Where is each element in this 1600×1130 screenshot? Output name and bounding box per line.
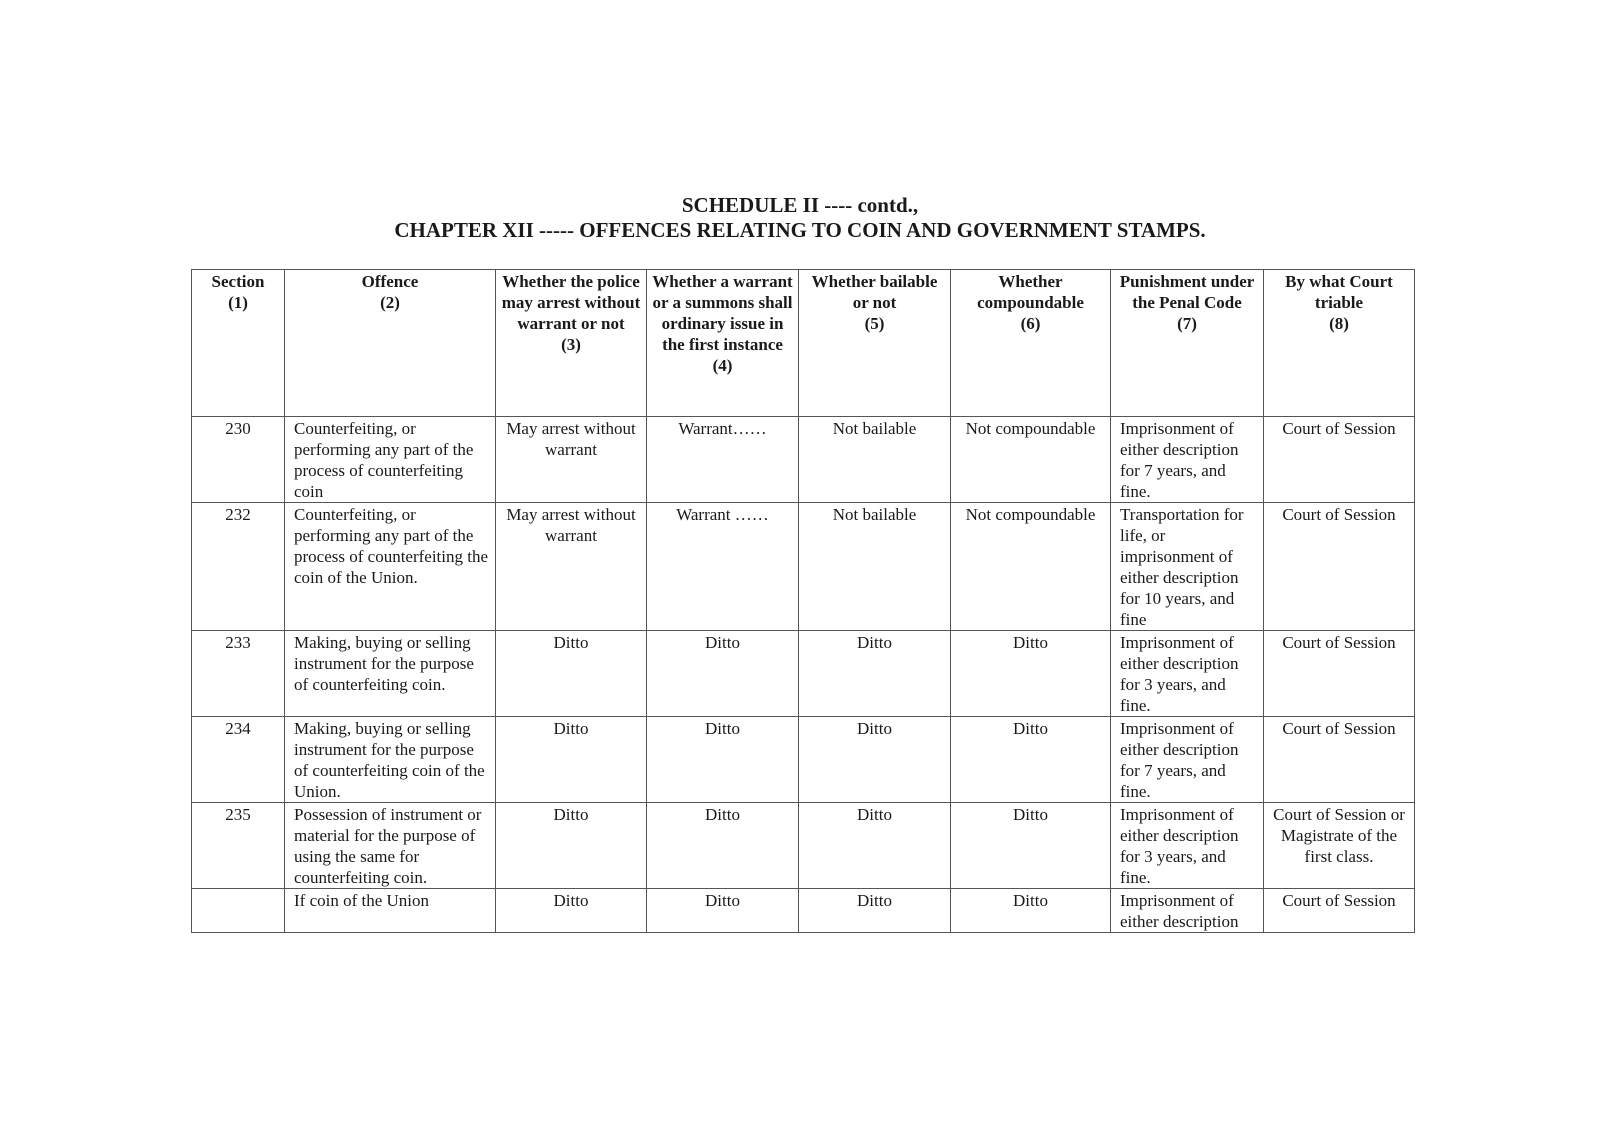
header-row — [192, 270, 1415, 417]
column-header-number: (3) — [561, 335, 581, 354]
table-row — [192, 803, 1415, 889]
column-header-number: (2) — [380, 293, 400, 312]
column-header-number: (8) — [1329, 314, 1349, 333]
compoundable-cell: Not compoundable — [951, 503, 1111, 631]
table-row — [192, 417, 1415, 503]
column-header-label: Whether bailable or not — [811, 272, 938, 312]
column-header-section — [192, 270, 285, 417]
column-header-number: (5) — [864, 314, 885, 333]
section-cell: 233 — [192, 631, 285, 717]
bailable-cell: Ditto — [799, 803, 951, 889]
warrant-cell: Ditto — [647, 717, 799, 803]
column-header-number: (7) — [1177, 314, 1197, 333]
punishment-cell: Imprisonment of either description for 3 years, and fine. — [1111, 631, 1264, 717]
column-header-warrant — [647, 270, 799, 417]
table-row — [192, 503, 1415, 631]
arrest-cell: Ditto — [496, 803, 647, 889]
warrant-cell: Ditto — [647, 631, 799, 717]
arrest-cell: May arrest without warrant — [496, 417, 647, 503]
column-header-label: Section — [211, 272, 265, 291]
bailable-cell: Ditto — [799, 717, 951, 803]
compoundable-cell: Not compoundable — [951, 417, 1111, 503]
warrant-cell: Ditto — [647, 803, 799, 889]
bailable-cell: Ditto — [799, 889, 951, 933]
arrest-cell: May arrest without warrant — [496, 503, 647, 631]
column-header-number: (4) — [712, 356, 733, 375]
table-row — [192, 717, 1415, 803]
section-cell: 235 — [192, 803, 285, 889]
column-header-compoundable — [951, 270, 1111, 417]
court-cell: Court of Session — [1264, 503, 1415, 631]
column-header-arrest — [496, 270, 647, 417]
offence-cell: Counterfeiting, or performing any part of the process of counterfeiting coin — [285, 417, 496, 503]
offence-cell: If coin of the Union — [285, 889, 496, 933]
offence-cell: Making, buying or selling instrument for the purpose of counterfeiting coin. — [285, 631, 496, 717]
column-header-label: Whether compoundable — [977, 272, 1084, 312]
court-cell: Court of Session or Magistrate of the first class. — [1264, 803, 1415, 889]
arrest-cell: Ditto — [496, 631, 647, 717]
compoundable-cell: Ditto — [951, 717, 1111, 803]
bailable-cell: Ditto — [799, 631, 951, 717]
compoundable-cell: Ditto — [951, 803, 1111, 889]
warrant-cell: Ditto — [647, 889, 799, 933]
court-cell: Court of Session — [1264, 417, 1415, 503]
offence-cell: Making, buying or selling instrument for the purpose of counterfeiting coin of the Union. — [285, 717, 496, 803]
punishment-cell: Imprisonment of either description for 3 years, and fine. — [1111, 803, 1264, 889]
section-cell: 234 — [192, 717, 285, 803]
page-title — [0, 193, 1600, 243]
arrest-cell: Ditto — [496, 717, 647, 803]
offence-cell: Possession of instrument or material for the purpose of using the same for counterfeiting coin. — [285, 803, 496, 889]
section-cell — [192, 889, 285, 933]
column-header-court — [1264, 270, 1415, 417]
court-cell: Court of Session — [1264, 889, 1415, 933]
table-row — [192, 889, 1415, 933]
column-header-punishment — [1111, 270, 1264, 417]
compoundable-cell: Ditto — [951, 889, 1111, 933]
bailable-cell: Not bailable — [799, 417, 951, 503]
court-cell: Court of Session — [1264, 717, 1415, 803]
offence-cell: Counterfeiting, or performing any part of the process of counterfeiting the coin of the Union. — [285, 503, 496, 631]
schedule-table — [191, 269, 1415, 933]
column-header-offence — [285, 270, 496, 417]
column-header-label: Whether the police may arrest without warrant or not — [501, 272, 641, 333]
punishment-cell: Transportation for life, or imprisonment of either description for 10 years, and fine — [1111, 503, 1264, 631]
column-header-label: Whether a warrant or a summons shall ordinary issue in the first instance — [652, 272, 793, 354]
column-header-number: (6) — [1020, 314, 1041, 333]
compoundable-cell: Ditto — [951, 631, 1111, 717]
column-header-label: Offence — [361, 272, 419, 291]
section-cell: 230 — [192, 417, 285, 503]
schedule-heading: SCHEDULE II ---- contd., — [681, 193, 919, 217]
bailable-cell: Not bailable — [799, 503, 951, 631]
table-row — [192, 631, 1415, 717]
chapter-heading: CHAPTER XII ----- OFFENCES RELATING TO COIN AND GOVERNMENT STAMPS. — [394, 218, 1206, 242]
arrest-cell: Ditto — [496, 889, 647, 933]
punishment-cell: Imprisonment of either description for 7 years, and fine. — [1111, 717, 1264, 803]
column-header-label: Punishment under the Penal Code — [1119, 272, 1255, 312]
punishment-cell: Imprisonment of either description — [1111, 889, 1264, 933]
punishment-cell: Imprisonment of either description for 7 years, and fine. — [1111, 417, 1264, 503]
column-header-label: By what Court triable — [1285, 272, 1393, 312]
section-cell: 232 — [192, 503, 285, 631]
warrant-cell: Warrant …… — [647, 503, 799, 631]
warrant-cell: Warrant…… — [647, 417, 799, 503]
court-cell: Court of Session — [1264, 631, 1415, 717]
column-header-bailable — [799, 270, 951, 417]
column-header-number: (1) — [228, 293, 248, 312]
